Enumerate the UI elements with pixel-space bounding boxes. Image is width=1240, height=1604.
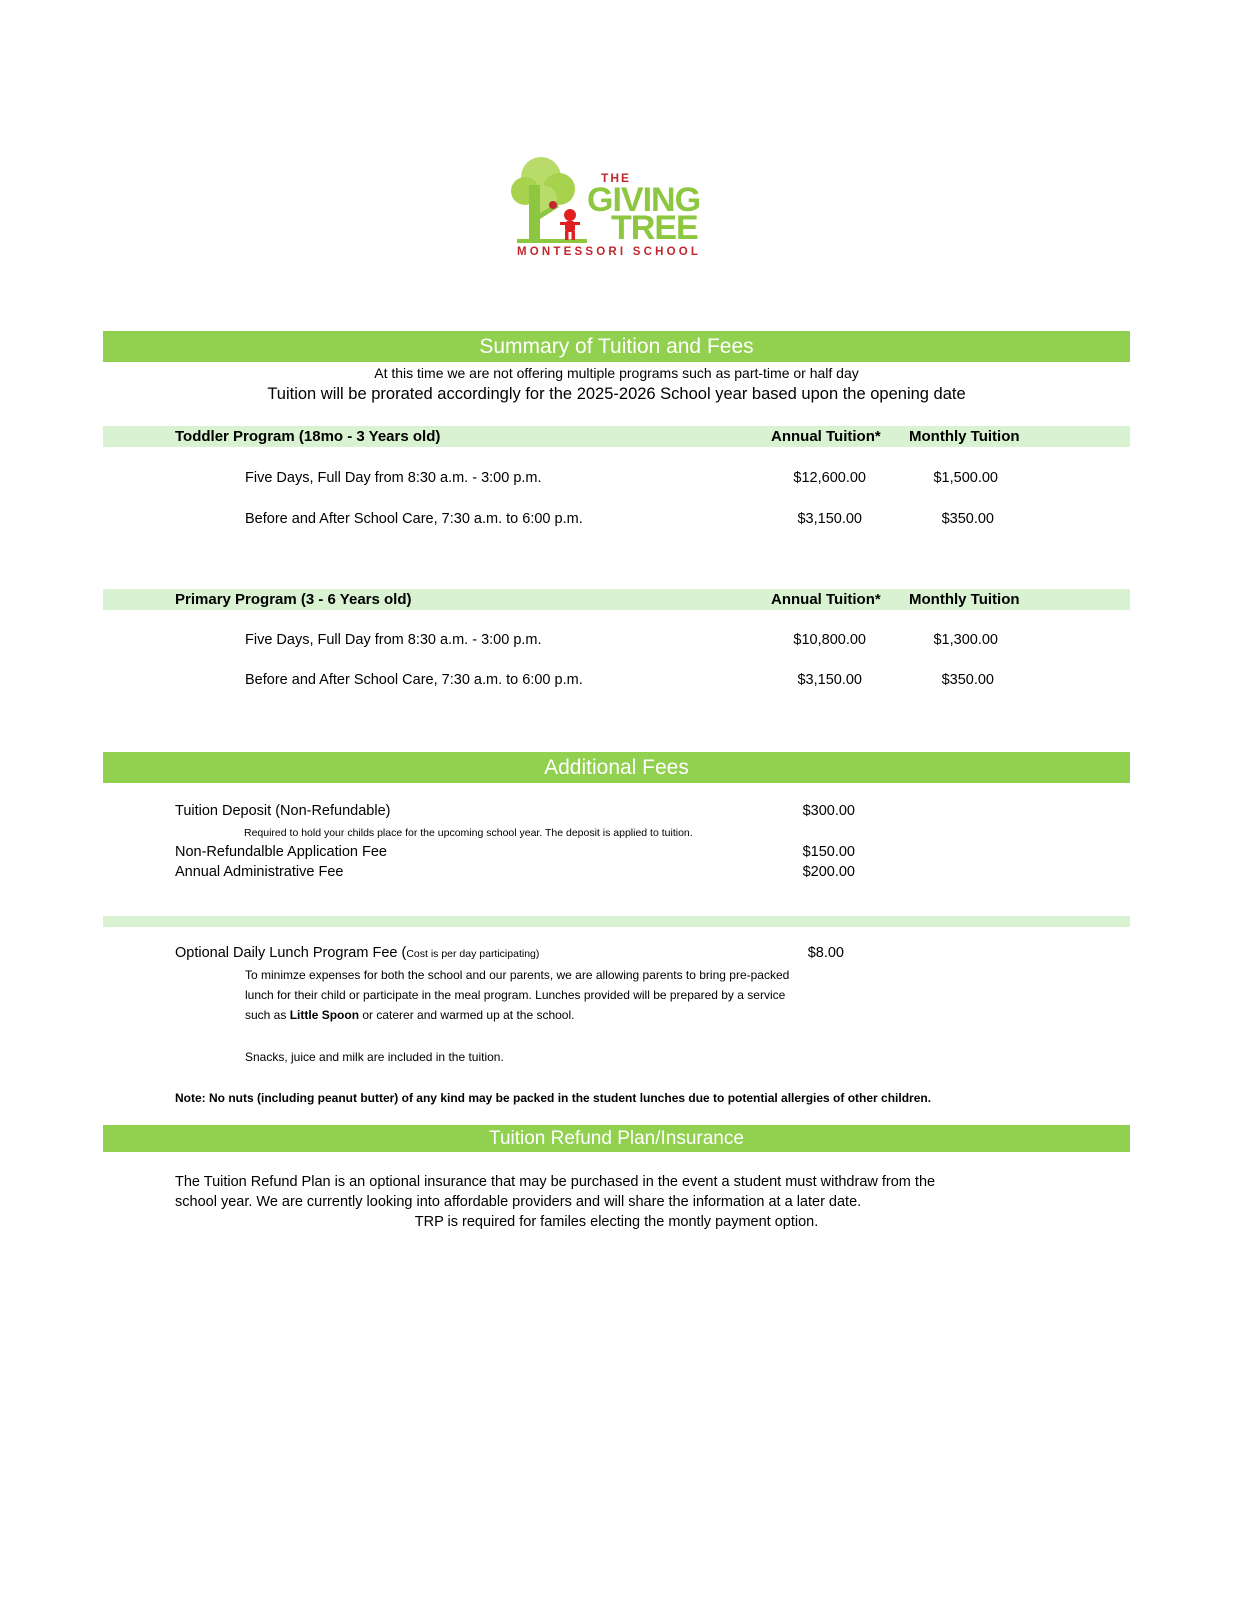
refund-title: Tuition Refund Plan/Insurance: [489, 1128, 744, 1149]
toddler-header: Toddler Program (18mo - 3 Years old): [175, 428, 441, 445]
summary-title-band: [103, 331, 1130, 362]
primary-row-2-label: Before and After School Care, 7:30 a.m. to 6:00 p.m.: [245, 672, 583, 688]
logo-school-name: MONTESSORI SCHOOL: [517, 246, 702, 258]
deposit-label: Tuition Deposit (Non-Refundable): [175, 803, 391, 819]
primary-row-2-monthly: $350.00: [941, 672, 994, 688]
toddler-annual-col: Annual Tuition*: [771, 428, 881, 445]
primary-row-1-label: Five Days, Full Day from 8:30 a.m. - 3:00 p.m.: [245, 632, 542, 648]
deposit-value: $300.00: [802, 803, 855, 819]
refund-line-3: TRP is required for familes electing the montly payment option.: [414, 1214, 819, 1230]
primary-monthly-col: Monthly Tuition: [909, 591, 1020, 608]
primary-header: Primary Program (3 - 6 Years old): [175, 591, 412, 608]
lunch-para-line-3-pre: such as: [245, 1008, 290, 1022]
snacks-note: Snacks, juice and milk are included in the tuition.: [245, 1050, 504, 1064]
primary-row-2-annual: $3,150.00: [797, 672, 862, 688]
nuts-note: Note: No nuts (including peanut butter) of any kind may be packed in the student lunches due to potential allergies of other children.: [175, 1091, 932, 1105]
admin-fee-value: $200.00: [802, 864, 855, 880]
additional-fees-band: [103, 752, 1130, 783]
additional-fees-title: Additional Fees: [544, 756, 689, 779]
summary-line-2: Tuition will be prorated accordingly for the 2025-2026 School year based upon the opening date: [267, 385, 966, 403]
deposit-note: Required to hold your childs place for the upcoming school year. The deposit is applied to tuition.: [244, 827, 693, 839]
primary-row-1-monthly: $1,300.00: [933, 632, 998, 648]
toddler-row-2-label: Before and After School Care, 7:30 a.m. to 6:00 p.m.: [245, 511, 583, 527]
divider-band: [103, 916, 1130, 927]
toddler-monthly-col: Monthly Tuition: [909, 428, 1020, 445]
refund-line-1: The Tuition Refund Plan is an optional insurance that may be purchased in the event a student must withdraw from the: [175, 1174, 936, 1190]
lunch-fee-label: [175, 945, 539, 961]
lunch-fee-label-main: Optional Daily Lunch Program Fee (: [175, 945, 407, 961]
application-fee-label: Non-Refundalble Application Fee: [175, 844, 387, 860]
summary-line-1: At this time we are not offering multiple programs such as part-time or half day: [374, 365, 859, 381]
lunch-fee-label-small: Cost is per day participating): [406, 948, 540, 960]
primary-annual-col: Annual Tuition*: [771, 591, 881, 608]
toddler-row-2-annual: $3,150.00: [797, 511, 862, 527]
tree-icon: [507, 155, 587, 250]
toddler-row-1-label: Five Days, Full Day from 8:30 a.m. - 3:00 p.m.: [245, 470, 542, 486]
admin-fee-label: Annual Administrative Fee: [175, 864, 344, 880]
toddler-row-1-annual: $12,600.00: [793, 470, 866, 486]
lunch-provider: Little Spoon: [289, 1008, 360, 1022]
refund-line-2: school year. We are currently looking into affordable providers and will share the information at a later date.: [175, 1194, 862, 1210]
application-fee-value: $150.00: [802, 844, 855, 860]
lunch-para-line-3-post: or caterer and warmed up at the school.: [359, 1008, 575, 1022]
logo-giving: GIVING: [587, 181, 701, 219]
lunch-para-line-1: To minimze expenses for both the school and our parents, we are allowing parents to bring pre-packed: [245, 968, 790, 982]
logo-the: THE: [601, 171, 631, 185]
lunch-para-line-3: [245, 1008, 574, 1022]
toddler-row-2-monthly: $350.00: [941, 511, 994, 527]
summary-title: Summary of Tuition and Fees: [479, 335, 754, 358]
logo-tree: TREE: [611, 209, 698, 247]
lunch-para-line-2: lunch for their child or participate in the meal program. Lunches provided will be prepared by a service: [245, 988, 786, 1002]
school-logo: [515, 155, 730, 265]
primary-row-1-annual: $10,800.00: [793, 632, 866, 648]
refund-band: [103, 1125, 1130, 1152]
toddler-row-1-monthly: $1,500.00: [933, 470, 998, 486]
lunch-fee-value: $8.00: [807, 945, 844, 961]
